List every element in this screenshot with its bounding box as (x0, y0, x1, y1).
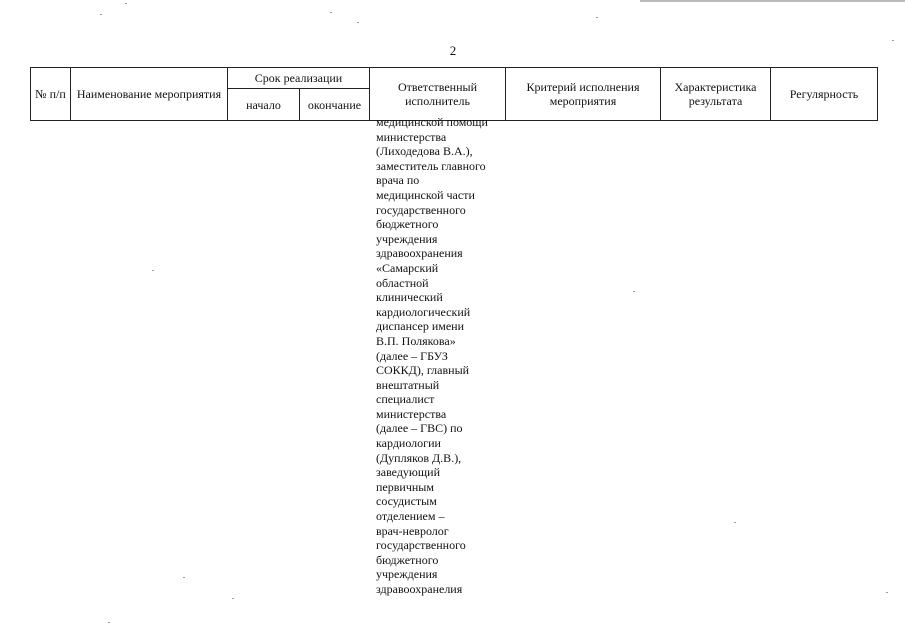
scan-speck (734, 522, 736, 523)
executor-text-line: (Лиходедова В.А.), (376, 144, 473, 159)
executor-text-line: (далее – ГВС) по (376, 421, 463, 436)
scan-speck (152, 270, 154, 271)
executor-continuation-text (376, 115, 504, 597)
executor-text-line: (далее – ГБУЗ (376, 348, 448, 363)
executor-text-line: министерства (376, 406, 447, 421)
scan-speck (125, 3, 127, 4)
executor-text-line: медицинской помощи (376, 115, 488, 129)
scan-speck (100, 14, 102, 15)
executor-text-line: врача по (376, 173, 420, 188)
executor-text-line: министерства (376, 129, 447, 144)
executor-text-line: здравоохранелия (376, 582, 463, 596)
scan-speck (108, 622, 110, 623)
header-criterion: Критерий исполнения мероприятия (506, 68, 661, 121)
table-header (30, 67, 878, 121)
executor-text-line: диспансер имени (376, 319, 465, 334)
executor-text-line: государственного (376, 202, 466, 217)
executor-text-line: (Дупляков Д.В.), (376, 450, 462, 465)
header-num: № п/п (31, 68, 71, 121)
page-number: 2 (449, 43, 457, 58)
executor-text-line: внештатный (376, 377, 440, 392)
scan-speck (596, 17, 598, 18)
executor-text-line: бюджетного (376, 552, 439, 567)
executor-text-line: заместитель главного (376, 158, 486, 173)
executor-text-line: СОККД), главный (376, 363, 470, 378)
header-regularity: Регулярность (771, 68, 878, 121)
executor-text-line: сосудистым (376, 494, 437, 509)
executor-text-line: бюджетного (376, 217, 439, 232)
scan-top-edge (640, 0, 905, 2)
header-term: Срок реализации (228, 68, 370, 89)
scan-speck (633, 291, 635, 292)
executor-text-line: областной (376, 275, 429, 290)
scan-speck (892, 40, 894, 41)
executor-text-line: первичным (376, 479, 434, 494)
executor-text-line: государственного (376, 538, 466, 553)
executor-text-line: отделением – (376, 509, 445, 524)
executor-text-line: учреждения (376, 567, 438, 582)
executor-text-line: врач-невролог (376, 523, 449, 538)
header-executor: Ответственный исполнитель (370, 68, 506, 121)
scan-speck (886, 592, 888, 593)
executor-text-line: специалист (376, 392, 435, 407)
header-name: Наименование мероприятия (71, 68, 228, 121)
executor-text-line: медицинской части (376, 187, 475, 202)
executor-text-line: кардиологии (376, 436, 441, 451)
header-end: окончание (300, 89, 370, 121)
executor-text-line: кардиологический (376, 304, 471, 319)
header-result: Характеристика результата (661, 68, 771, 121)
scan-speck (357, 22, 359, 23)
executor-text-line: учреждения (376, 231, 438, 246)
executor-text-line: здравоохранения (376, 246, 463, 261)
executor-text-line: «Самарский (376, 260, 439, 275)
executor-text-line: заведующий (376, 465, 440, 480)
scan-speck (183, 577, 185, 578)
header-start: начало (228, 89, 300, 121)
executor-text-line: клинический (376, 290, 443, 305)
executor-text-line: В.П. Полякова» (376, 333, 456, 348)
scan-speck (330, 12, 332, 13)
scan-speck (232, 598, 234, 599)
